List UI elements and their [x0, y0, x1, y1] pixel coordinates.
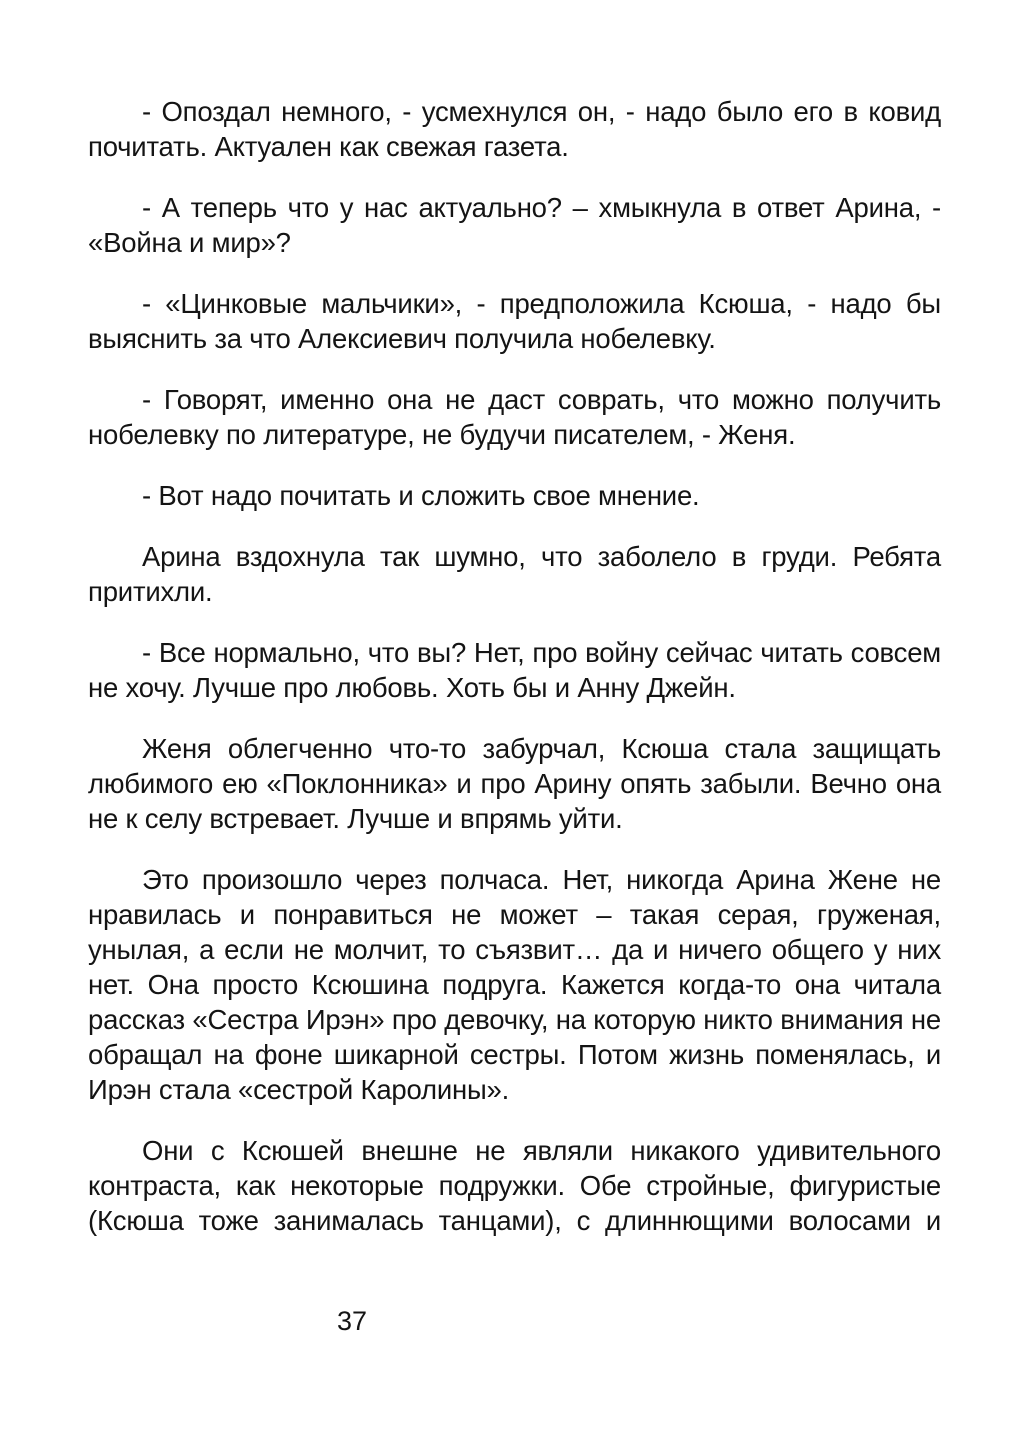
paragraph: - Опоздал немного, - усмехнулся он, - надо было его в ковид почитать. Актуален как свежая газета. — [88, 96, 941, 162]
paragraph: Женя облегченно что-то забурчал, Ксюша стала защищать любимого ею «Поклонника» и про Арину опять забыли. Вечно она не к селу встревает. Лучше и впрямь уйти. — [88, 733, 941, 834]
paragraph: Арина вздохнула так шумно, что заболело в груди. Ребята притихли. — [88, 541, 941, 607]
page-text-block — [88, 94, 941, 1238]
paragraph: Это произошло через полчаса. Нет, никогда Арина Жене не нравилась и понравиться не может – такая серая, груженая, унылая, а если не молчит, то съязвит… да и ничего общего у них нет. Она просто Ксюшина подруга. Кажется когда-то она читала рассказ «Сестра Ирэн» про девочку, на которую никто внимания не обращал на фоне шикарной сестры. Потом жизнь поменялась, и Ирэн стала «сестрой Каролины». — [88, 864, 941, 1105]
paragraph: - Все нормально, что вы? Нет, про войну сейчас читать совсем не хочу. Лучше про любовь. Хоть бы и Анну Джейн. — [88, 637, 941, 703]
paragraph: - «Цинковые мальчики», - предположила Ксюша, - надо бы выяснить за что Алексиевич получила нобелевку. — [88, 288, 941, 354]
paragraph: - Говорят, именно она не даст соврать, что можно получить нобелевку по литературе, не будучи писателем, - Женя. — [88, 384, 941, 450]
page-number: 37 — [337, 1306, 368, 1336]
paragraph: - А теперь что у нас актуально? – хмыкнула в ответ Арина, - «Война и мир»? — [88, 192, 941, 258]
paragraph: - Вот надо почитать и сложить свое мнение. — [142, 480, 700, 511]
paragraph: Они с Ксюшей внешне не являли никакого удивительного контраста, как некоторые подружки. Обе стройные, фигуристые (Ксюша тоже занималась танцами), с длиннющими волосами и — [88, 1135, 941, 1236]
